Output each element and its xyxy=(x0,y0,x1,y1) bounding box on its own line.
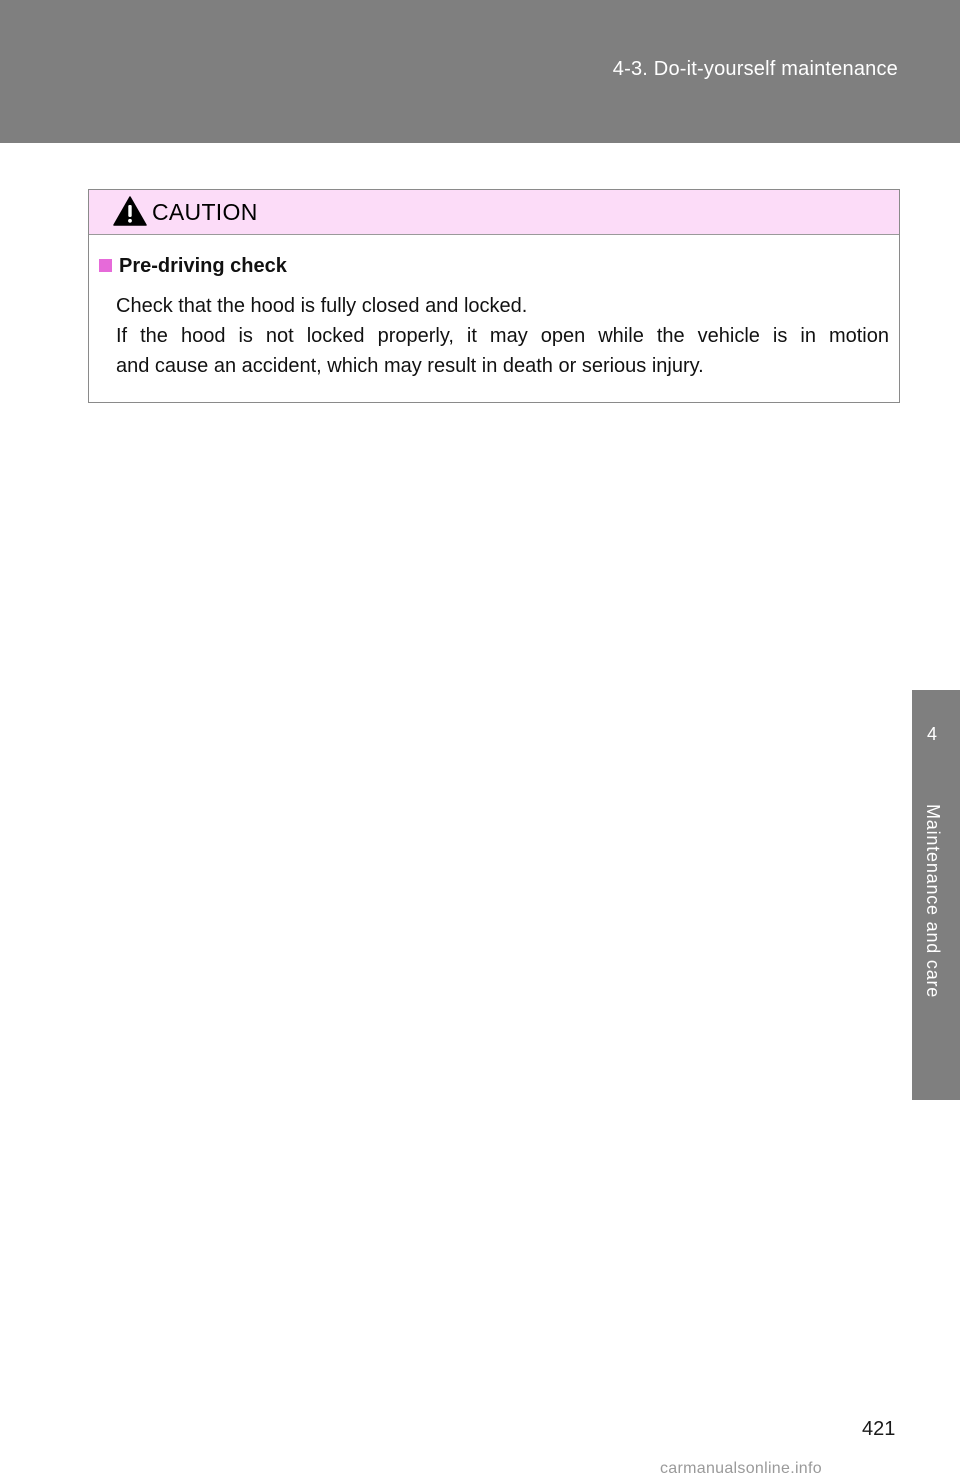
page-number: 421 xyxy=(862,1418,896,1440)
caution-line: and cause an accident, which may result in death or serious injury. xyxy=(116,355,704,377)
caution-line: Check that the hood is fully closed and locked. xyxy=(116,295,528,317)
caution-line: If the hood is not locked properly, it may open while the vehicle is in motion xyxy=(116,325,889,347)
chapter-side-tab xyxy=(912,690,960,1100)
chapter-title: Maintenance and care xyxy=(923,804,943,999)
caution-heading xyxy=(99,255,287,278)
caution-heading-text: Pre-driving check xyxy=(119,255,287,277)
chapter-number: 4 xyxy=(926,724,937,744)
caution-header xyxy=(89,190,899,235)
caution-title: CAUTION xyxy=(152,199,258,225)
header-section-title: 4-3. Do-it-yourself maintenance xyxy=(612,58,898,80)
watermark: carmanualsonline.info xyxy=(660,1460,822,1477)
warning-triangle-icon xyxy=(113,196,147,226)
caution-box xyxy=(88,189,900,403)
caution-body xyxy=(116,291,889,381)
header-bar xyxy=(0,0,960,143)
square-bullet-icon xyxy=(99,259,112,272)
